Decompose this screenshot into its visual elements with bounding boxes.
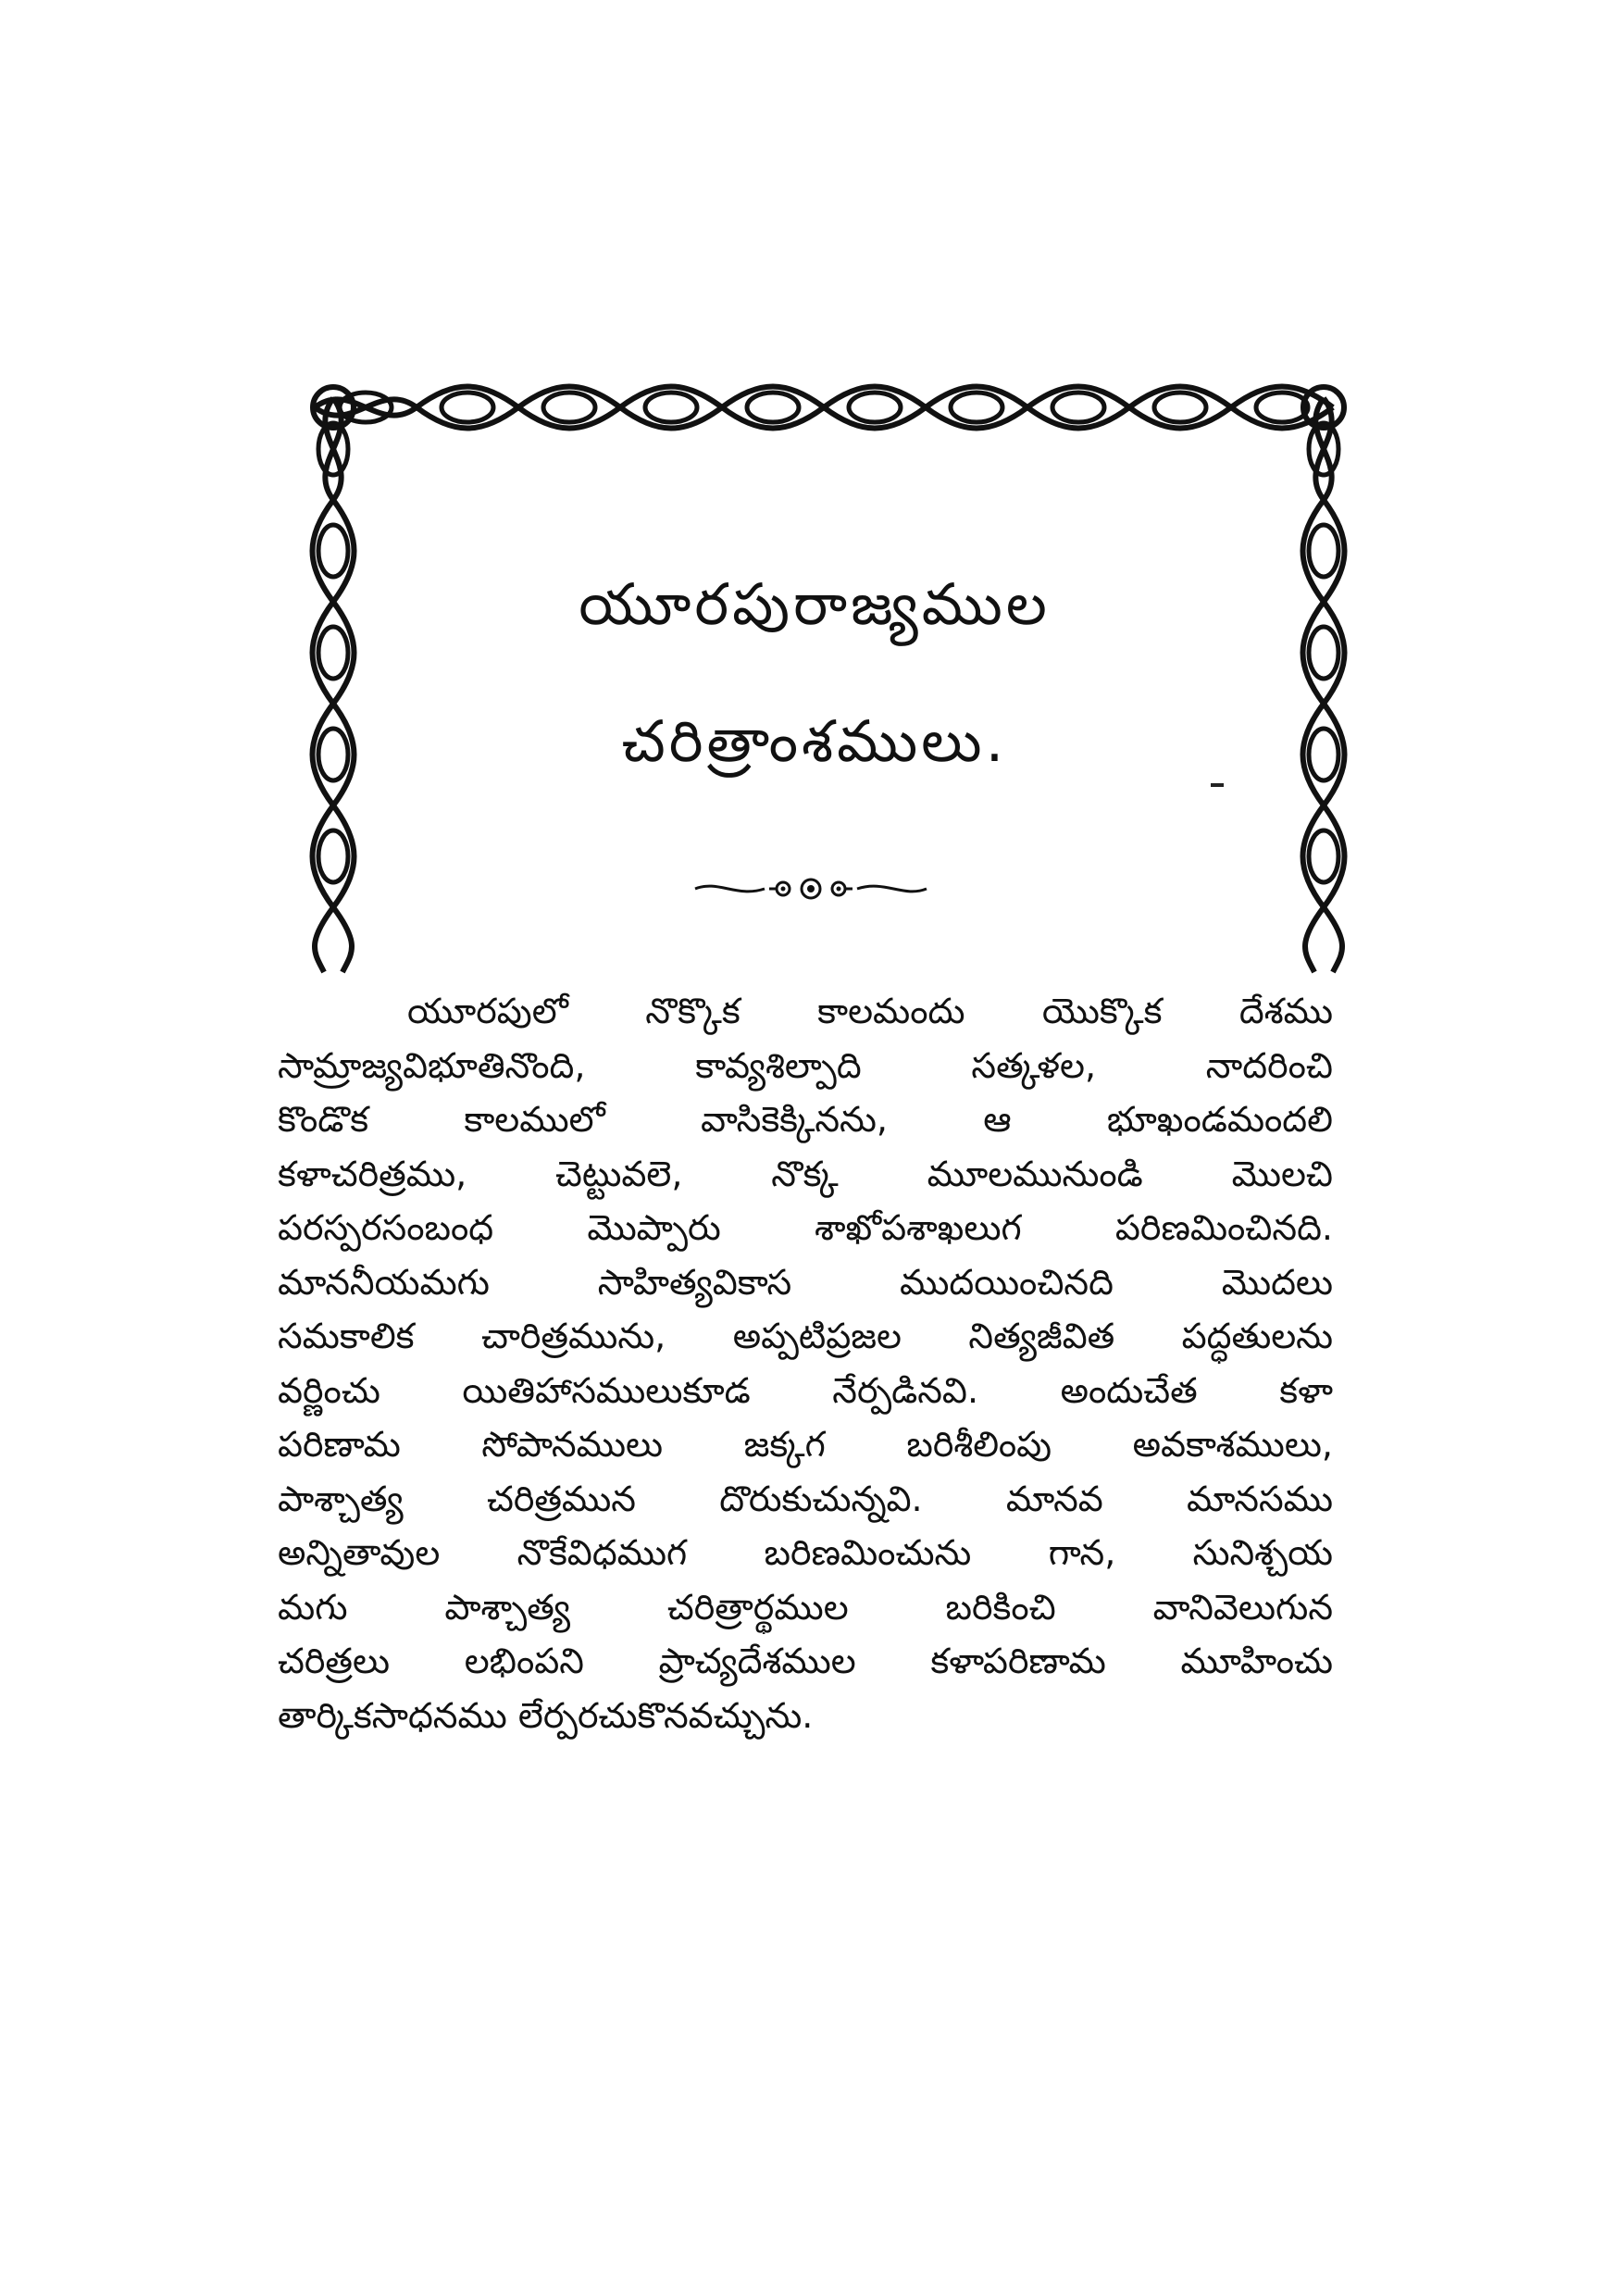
- title-block: [463, 555, 1166, 775]
- text-line: మాననీయమగు సాహిత్యవికాస ముదయించినది మొదలు: [278, 1261, 1333, 1303]
- text-line: చరిత్రలు లభింపని ప్రాచ్యదేశముల కళాపరిణామ మూహించు: [278, 1641, 1333, 1681]
- flourish-divider-icon: [691, 870, 931, 907]
- text-line: పరస్పరసంబంధ మొప్పారు శాఖోపశాఖలుగ పరిణమించినది.: [278, 1207, 1333, 1248]
- text-line: అన్నితావుల నొకేవిధముగ బరిణమించును గాన, సునిశ్చయ: [278, 1532, 1333, 1573]
- text-line: పాశ్చాత్య చరిత్రమున దొరుకుచున్నవి. మానవ మానసము: [278, 1478, 1333, 1519]
- text-line: మగు పాశ్చాత్య చరిత్రార్థముల బరికించి వానివెలుగున: [278, 1586, 1333, 1628]
- body-paragraph: [278, 984, 1333, 1742]
- page-title-line-2: చరిత్రాంశములు.: [621, 707, 1008, 775]
- print-mark: [1211, 783, 1224, 787]
- text-line: వర్ణించు యితిహాసములుకూడ నేర్పడినవి. అందుచేత కళా: [278, 1369, 1333, 1411]
- text-line: సమకాలిక చారిత్రమును, అప్పటిప్రజల నిత్యజీవిత పద్ధతులను: [278, 1316, 1333, 1356]
- text-line: తార్కికసాధనము లేర్పరచుకొనవచ్చును.: [278, 1694, 814, 1736]
- text-line: యూరపులో నొక్కొక కాలమందు యొక్కొక దేశము: [407, 991, 1333, 1031]
- text-line: సామ్రాజ్యవిభూతినొంది, కావ్యశిల్పాది సత్కళల, నాదరించి: [278, 1044, 1333, 1086]
- text-line: కొండొక కాలములో వాసికెక్కినను, ఆ భూఖండమందలి: [278, 1099, 1333, 1140]
- text-line: పరిణామ సోపానములు జక్కగ బరిశీలింపు అవకాశములు,: [278, 1424, 1333, 1465]
- page-title-line-1: యూరపురాజ్యముల: [579, 570, 1051, 638]
- text-line: కళాచరిత్రము, చెట్టువలె, నొక్క మూలమునుండి మొలచి: [278, 1153, 1333, 1194]
